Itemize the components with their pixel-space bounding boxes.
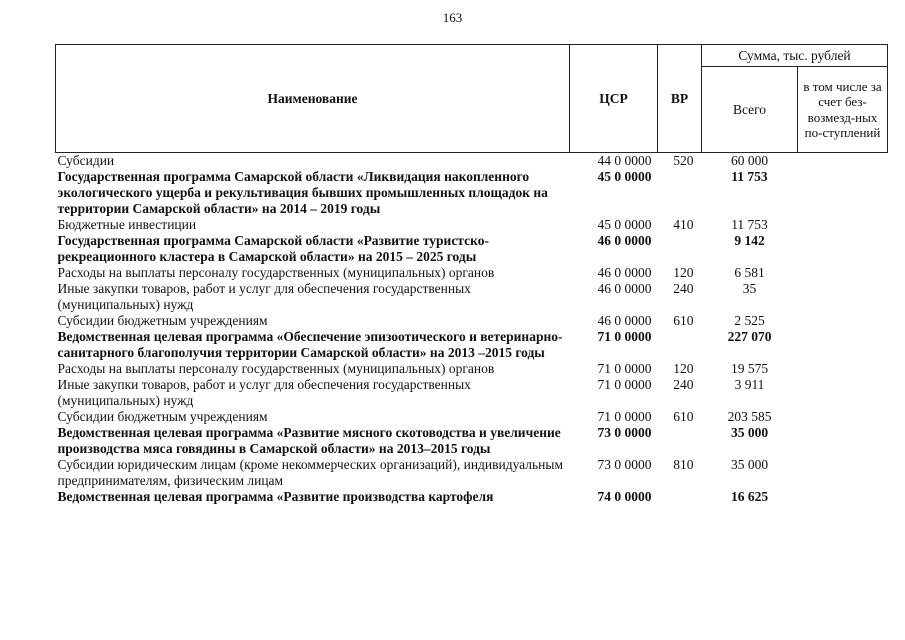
row-vr — [658, 425, 702, 457]
table-row — [56, 265, 888, 281]
row-total: 2 525 — [734, 313, 765, 328]
table-row — [56, 377, 888, 409]
row-name: Расходы на выплаты персоналу государственных (муниципальных) органов — [57, 361, 495, 376]
row-csr: 46 0 0000 — [597, 313, 652, 328]
table-row — [56, 329, 888, 361]
row-total: 227 070 — [727, 329, 772, 344]
row-total: 60 000 — [730, 153, 769, 168]
header-vr: ВР — [658, 45, 702, 153]
row-gratuitous — [798, 217, 888, 233]
row-csr: 74 0 0000 — [597, 489, 652, 504]
header-gratuitous: в том числе за счет без-возмезд-ных по-ступлений — [798, 67, 888, 153]
table-row — [56, 409, 888, 425]
row-gratuitous — [798, 377, 888, 409]
table-row — [56, 153, 888, 170]
row-csr: 71 0 0000 — [597, 377, 652, 392]
row-vr: 120 — [673, 361, 694, 376]
row-vr: 520 — [673, 153, 694, 168]
row-name: Расходы на выплаты персоналу государственных (муниципальных) органов — [57, 265, 495, 280]
table-row — [56, 233, 888, 265]
row-gratuitous — [798, 425, 888, 457]
row-total: 11 753 — [731, 169, 768, 184]
row-csr: 73 0 0000 — [597, 425, 652, 440]
table-row — [56, 281, 888, 313]
row-csr: 46 0 0000 — [597, 265, 652, 280]
row-name: Бюджетные инвестиции — [57, 217, 197, 232]
table-row — [56, 457, 888, 489]
row-total: 9 142 — [734, 233, 765, 248]
row-vr — [658, 233, 702, 265]
row-vr — [658, 489, 702, 505]
row-vr: 810 — [673, 457, 694, 472]
row-total: 203 585 — [727, 409, 772, 424]
row-csr: 71 0 0000 — [597, 361, 652, 376]
row-total: 35 000 — [730, 457, 769, 472]
row-gratuitous — [798, 265, 888, 281]
row-csr: 45 0 0000 — [597, 169, 652, 184]
row-vr — [658, 329, 702, 361]
table-row — [56, 361, 888, 377]
row-gratuitous — [798, 169, 888, 217]
row-name: Государственная программа Самарской области «Ликвидация накопленного экологического ущерба и рекультивация бывших промышленных площадок на территории Самарской области» на 2014 – 2019 годы — [57, 169, 548, 216]
row-gratuitous — [798, 233, 888, 265]
row-vr: 610 — [673, 409, 694, 424]
budget-page — [55, 44, 887, 505]
row-total: 16 625 — [730, 489, 769, 504]
row-gratuitous — [798, 457, 888, 489]
row-gratuitous — [798, 489, 888, 505]
row-name: Ведомственная целевая программа «Развитие мясного скотоводства и увеличение производства мяса говядины в Самарской области» на 2013–2015 годы — [57, 425, 561, 456]
table-row — [56, 313, 888, 329]
header-total: Всего — [702, 67, 798, 153]
row-vr: 120 — [673, 265, 694, 280]
table-row — [56, 217, 888, 233]
header-csr: ЦСР — [570, 45, 658, 153]
page-number: 163 — [442, 10, 463, 25]
row-csr: 71 0 0000 — [597, 409, 652, 424]
row-vr: 410 — [673, 217, 694, 232]
row-total: 35 000 — [730, 425, 769, 440]
table-row — [56, 489, 888, 505]
row-vr: 240 — [673, 377, 694, 392]
row-vr — [658, 169, 702, 217]
row-name: Субсидии бюджетным учреждениям — [57, 409, 268, 424]
row-name: Ведомственная целевая программа «Обеспечение эпизоотического и ветеринарно-санитарного благополучия территории Самарской области» на 2013 –2015 годы — [57, 329, 563, 360]
row-gratuitous — [798, 153, 888, 170]
row-total: 3 911 — [734, 377, 765, 392]
budget-table — [55, 44, 888, 505]
row-total: 11 753 — [731, 217, 768, 232]
row-csr: 44 0 0000 — [597, 153, 652, 168]
header-sum: Сумма, тыс. рублей — [702, 45, 888, 67]
row-total: 6 581 — [734, 265, 765, 280]
row-name: Государственная программа Самарской области «Развитие туристско-рекреационного кластера в Самарской области» на 2015 – 2025 годы — [57, 233, 489, 264]
row-name: Субсидии бюджетным учреждениям — [57, 313, 268, 328]
row-gratuitous — [798, 281, 888, 313]
row-vr: 610 — [673, 313, 694, 328]
table-row — [56, 169, 888, 217]
row-name: Ведомственная целевая программа «Развитие производства картофеля — [57, 489, 494, 504]
table-body — [56, 153, 888, 506]
row-csr: 46 0 0000 — [597, 281, 652, 296]
row-total: 19 575 — [730, 361, 769, 376]
row-name: Субсидии юридическим лицам (кроме некоммерческих организаций), индивидуальным предпринимателям, физическим лицам — [57, 457, 564, 488]
table-row — [56, 425, 888, 457]
row-csr: 45 0 0000 — [597, 217, 652, 232]
row-csr: 46 0 0000 — [597, 233, 652, 248]
row-gratuitous — [798, 329, 888, 361]
row-csr: 71 0 0000 — [597, 329, 652, 344]
row-gratuitous — [798, 409, 888, 425]
row-csr: 73 0 0000 — [597, 457, 652, 472]
row-gratuitous — [798, 361, 888, 377]
row-total: 35 — [742, 281, 757, 296]
table-header — [56, 45, 888, 153]
row-name: Субсидии — [57, 153, 115, 168]
row-gratuitous — [798, 313, 888, 329]
header-name: Наименование — [56, 45, 570, 153]
row-vr: 240 — [673, 281, 694, 296]
row-name: Иные закупки товаров, работ и услуг для обеспечения государственных (муниципальных) нужд — [57, 377, 471, 408]
row-name: Иные закупки товаров, работ и услуг для обеспечения государственных (муниципальных) нужд — [57, 281, 471, 312]
